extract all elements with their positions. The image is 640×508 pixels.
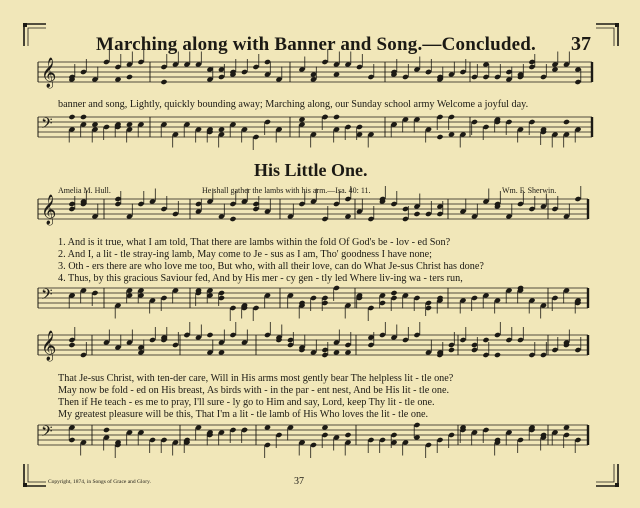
lyric-line-section1: banner and song, Lightly, quickly bounding away; Marching along, our Sunday school army Welcome a joyful day. <box>58 99 529 110</box>
verse-line-5: That Je-sus Christ, with ten-der care, Will in His arms most gently bear The helpless lit - tle one? <box>58 373 454 384</box>
bass-clef: 𝄢 <box>41 423 53 444</box>
note-head <box>206 332 213 338</box>
verse-line-7: Then if He teach - es me to pray, I'll sure - ly go to Him and say, Lord, keep Thy lit - tle one. <box>58 397 435 408</box>
copyright-notice: Copyright, 1874, in Songs of Grace and Glory. <box>48 479 151 485</box>
note-head <box>390 290 397 296</box>
bass-clef: 𝄢 <box>41 115 53 136</box>
note-head <box>68 342 75 348</box>
note-head <box>126 74 133 80</box>
verse-line-2: 2. And I, a lit - tle stray-ing lamb, May come to Je - sus as I am, Tho' goodness I have none; <box>58 249 432 260</box>
note-head <box>229 216 236 222</box>
verse-line-8: My greatest pleasure will be this, That I'm a lit - tle lamb of His Who loves the lit - tle one. <box>58 409 429 420</box>
note-head <box>103 427 110 433</box>
note-head <box>448 347 455 353</box>
note-head <box>160 79 167 85</box>
note-head <box>68 114 75 120</box>
note-head <box>333 114 340 120</box>
page-number-bottom: 37 <box>294 476 304 487</box>
note-head <box>413 211 420 217</box>
verse-line-4: 4. Thus, by this gracious Saviour fed, And by His mer - cy gen - tly led Where liv-ing wa - ters run, <box>58 273 463 284</box>
treble-clef: 𝄞 <box>41 195 57 225</box>
note-head <box>563 119 570 125</box>
note-head <box>436 134 443 140</box>
note-head <box>80 114 87 120</box>
treble-clef: 𝄞 <box>41 331 57 361</box>
verse-line-6: May now be fold - ed on His breast, As birds with - in the par - ent nest, And be His lit - tle one. <box>58 385 450 396</box>
page-title: Marching along with Banner and Song.—Concluded. <box>96 34 536 55</box>
treble-clef: 𝄞 <box>41 58 57 88</box>
verse-line-3: 3. Oth - ers there are who love me too, But who, with all their love, can do What Je-sus Christ has done? <box>58 261 484 272</box>
composer-credit: Wm. F. Sherwin. <box>502 186 557 195</box>
lyricist-credit: Amelia M. Hull. <box>58 186 111 195</box>
verse-line-1: 1. And is it true, what I am told, That there are lambs within the fold Of God's be - lov - ed Son? <box>58 237 451 248</box>
note-head <box>494 352 501 358</box>
page-number-top: 37 <box>571 33 591 55</box>
scripture-reference: He shall gather the lambs with his arm.—Isa. 40: 11. <box>202 186 371 195</box>
song-title: His Little One. <box>254 160 368 180</box>
note-head <box>344 432 351 438</box>
bass-clef: 𝄢 <box>41 286 53 307</box>
